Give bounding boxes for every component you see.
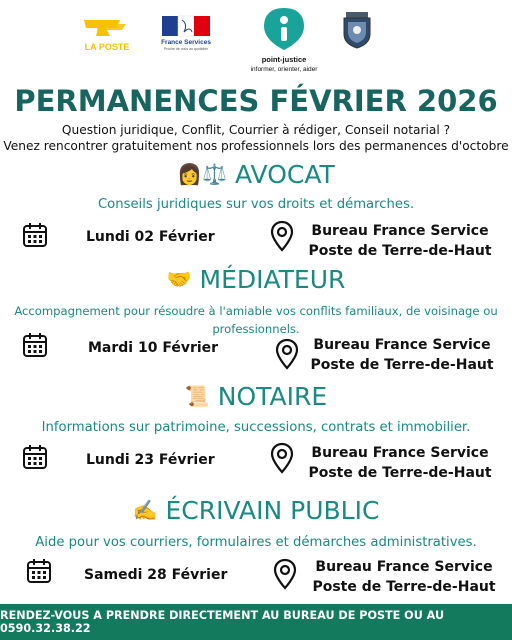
section-avocat-heading xyxy=(0,158,512,190)
municipal-crest-logo xyxy=(340,10,374,50)
section-place xyxy=(300,221,500,261)
intro-line-1: Question juridique, Conflit, Courrier à rédiger, Conseil notarial ? xyxy=(61,123,451,137)
section-date: Mardi 10 Février xyxy=(88,340,219,356)
place-line-2: Poste de Terre-de-Haut xyxy=(308,243,492,259)
place-line-1: Bureau France Service xyxy=(311,223,489,239)
section-description-line-1: Accompagnement pour résoudre à l'amiable vos conflits familiaux, de voisinage ou xyxy=(14,304,498,318)
location-pin-icon xyxy=(273,558,297,594)
section-ecrivain-heading xyxy=(0,493,512,527)
point-justice-label: point-justice xyxy=(261,55,307,64)
section-title: MÉDIATEUR xyxy=(199,264,346,294)
section-place xyxy=(302,335,502,375)
section-description: Aide pour vos courriers, formulaires et démarches administratives. xyxy=(35,535,477,550)
calendar-icon xyxy=(22,222,48,252)
section-notaire-heading xyxy=(0,379,512,413)
section-date: Samedi 28 Février xyxy=(84,567,228,583)
section-description-line-2: professionnels. xyxy=(212,322,300,336)
place-line-1: Bureau France Service xyxy=(315,559,493,575)
section-description: Conseils juridiques sur vos droits et démarches. xyxy=(97,197,415,212)
section-place xyxy=(304,557,504,597)
point-justice-logo xyxy=(248,6,320,76)
section-date: Lundi 02 Février xyxy=(86,229,215,245)
section-description: Informations sur patrimoine, successions, contrats et immobilier. xyxy=(41,420,471,435)
location-pin-icon xyxy=(275,338,299,374)
intro-line-2: Venez rencontrer gratuitement nos professionnels lors des permanences d'octobre xyxy=(3,139,509,153)
scroll-icon: 📜 xyxy=(184,384,210,408)
footer-banner xyxy=(0,604,512,640)
point-justice-tagline: informer, orienter, aider xyxy=(250,66,318,73)
france-services-logo xyxy=(158,14,214,54)
france-services-label: France Services xyxy=(161,39,211,46)
footer-text: RENDEZ-VOUS A PRENDRE DIRECTEMENT AU BUREAU DE POSTE OU AU 0590.32.38.22 xyxy=(0,609,445,635)
location-pin-icon xyxy=(270,442,294,478)
page-title: PERMANENCES FÉVRIER 2026 xyxy=(14,84,498,118)
place-line-1: Bureau France Service xyxy=(311,445,489,461)
handshake-icon: 🤝 xyxy=(166,267,192,291)
location-pin-icon xyxy=(270,220,294,256)
section-title: NOTAIRE xyxy=(217,381,328,411)
section-place xyxy=(300,443,500,483)
la-poste-logo xyxy=(76,14,138,56)
place-line-1: Bureau France Service xyxy=(313,337,491,353)
place-line-2: Poste de Terre-de-Haut xyxy=(312,579,496,595)
section-mediateur-heading xyxy=(0,262,512,296)
place-line-2: Poste de Terre-de-Haut xyxy=(308,465,492,481)
writing-hand-icon: ✍️ xyxy=(132,498,158,522)
calendar-icon xyxy=(26,558,52,588)
calendar-icon xyxy=(22,332,48,362)
section-title: ÉCRIVAIN PUBLIC xyxy=(165,495,380,525)
section-title: AVOCAT xyxy=(235,159,335,189)
france-services-tagline: Proche de vous au quotidien xyxy=(163,47,209,51)
calendar-icon xyxy=(22,444,48,474)
place-line-2: Poste de Terre-de-Haut xyxy=(310,357,494,373)
section-date: Lundi 23 Février xyxy=(86,452,215,468)
lawyer-scales-icon: 👩⚖️ xyxy=(177,162,228,186)
la-poste-label: LA POSTE xyxy=(84,42,130,52)
